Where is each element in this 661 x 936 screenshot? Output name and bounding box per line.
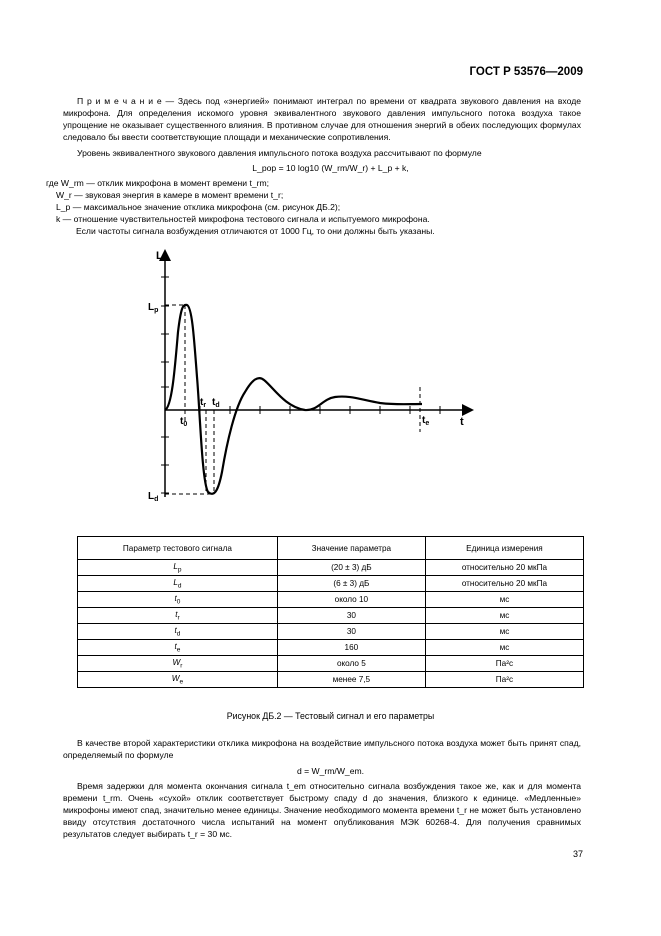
table-cell-unit: Па²с <box>425 656 583 672</box>
figure-caption: Рисунок ДБ.2 — Тестовый сигнал и его параметры <box>226 711 435 721</box>
table-cell-unit: мс <box>425 624 583 640</box>
tr-label: $t_r$ <box>200 397 207 409</box>
table-cell-value: (6 ± 3) дБ <box>277 576 425 592</box>
table-cell-value: (20 ± 3) дБ <box>277 560 425 576</box>
table-header-row <box>78 537 584 560</box>
td-label: $t_d$ <box>212 397 220 409</box>
table-cell-value: 30 <box>277 624 425 640</box>
table-cell-param: $t_r$ <box>78 608 278 624</box>
definition-w-r: W_r — звуковая энергия в камере в момент времени t_r; <box>56 190 284 200</box>
te-label: $t_e$ <box>422 415 430 427</box>
table-cell-unit: мс <box>425 640 583 656</box>
table-cell-unit: мс <box>425 608 583 624</box>
table-header-cell: Параметр тестового сигнала <box>78 537 278 560</box>
table-cell-param: $W_e$ <box>78 672 278 688</box>
ld-label: $L_d$ <box>148 491 159 503</box>
definitions-list <box>46 177 435 237</box>
table-header-cell: Значение параметра <box>277 537 425 560</box>
formula-level-text: L_pop = 10 log10 (W_rm/W_r) + L_p + k, <box>252 163 409 173</box>
definition-l-p: L_p — максимальное значение отклика микрофона (см. рисунок ДБ.2); <box>56 202 341 212</box>
table-cell-value: около 5 <box>277 656 425 672</box>
second-characteristic-paragraph: В качестве второй характеристики отклика микрофона на воздействие импульсного потока воздуха может быть принят спад, определяемый по формуле <box>63 738 581 760</box>
formula-decay <box>0 766 661 776</box>
table-cell-param: $W_r$ <box>78 656 278 672</box>
note-paragraph: П р и м е ч а н и е — Здесь под «энергией» понимают интеграл по времени от квадрата звукового давления на входе микрофона. Для определения искомого уровня эквивалентного звукового давления импульсного потока воздуха такое упрощение не оказывает существенного влияния. В противном случае для отношения энергий в обеих последующих формулах следовало бы ввести соответствующие площади и механические сопротивления. <box>63 96 581 142</box>
table-cell-param: $L_d$ <box>78 576 278 592</box>
table-cell-param: $t_e$ <box>78 640 278 656</box>
table-row <box>78 592 584 608</box>
y-axis-label: L <box>156 250 163 262</box>
formula-decay-text: d = W_rm/W_em. <box>296 766 365 776</box>
table-cell-unit: относительно 20 мкПа <box>425 576 583 592</box>
table-cell-unit: относительно 20 мкПа <box>425 560 583 576</box>
table-row <box>78 560 584 576</box>
definition-k: k — отношение чувствительностей микрофона тестового сигнала и испытуемого микрофона. <box>56 214 430 224</box>
test-signal-chart <box>140 247 480 512</box>
table-cell-value: 160 <box>277 640 425 656</box>
table-cell-param: $t_d$ <box>78 624 278 640</box>
t0-label: $t_0$ <box>180 416 188 428</box>
lp-label: $L_p$ <box>148 302 159 314</box>
table-cell-value: около 10 <box>277 592 425 608</box>
table-cell-value: 30 <box>277 608 425 624</box>
parameters-table <box>77 536 584 688</box>
table-row <box>78 656 584 672</box>
table-row <box>78 640 584 656</box>
page-number: 37 <box>572 849 583 859</box>
definition-w-rm: где W_rm — отклик микрофона в момент времени t_rm; <box>46 178 270 188</box>
formula-level <box>0 163 661 173</box>
table-row <box>78 576 584 592</box>
frequency-note: Если частоты сигнала возбуждения отличаются от 1000 Гц, то они должны быть указаны. <box>76 226 435 236</box>
x-axis-label: t <box>460 416 464 428</box>
delay-paragraph: Время задержки для момента окончания сигнала t_em относительно сигнала возбуждения такое же, как и для момента времени t_rm. Очень «сухой» отклик соответствует быстрому спаду d до значения, близкого к единице. «Медленные» микрофоны имеют спад, значительно менее единицы. Значение необходимого момента времени t_r не может быть установлено ввиду отсутствия достаточного числа испытаний на момент опубликования МЭК 60268-4. Для получения сравнимых результатов следует выбирать t_r = 30 мс. <box>63 781 581 839</box>
document-number: ГОСТ Р 53576—2009 <box>469 66 583 78</box>
table-cell-unit: Па²с <box>425 672 583 688</box>
table-row <box>78 672 584 688</box>
table-cell-value: менее 7,5 <box>277 672 425 688</box>
table-cell-unit: мс <box>425 592 583 608</box>
level-intro-paragraph: Уровень эквивалентного звукового давления импульсного потока воздуха рассчитывают по формуле <box>77 148 482 158</box>
signal-curve <box>165 305 422 494</box>
table-row <box>78 608 584 624</box>
table-cell-param: $t_0$ <box>78 592 278 608</box>
table-row <box>78 624 584 640</box>
table-cell-param: $L_p$ <box>78 560 278 576</box>
table-header-cell: Единица измерения <box>425 537 583 560</box>
